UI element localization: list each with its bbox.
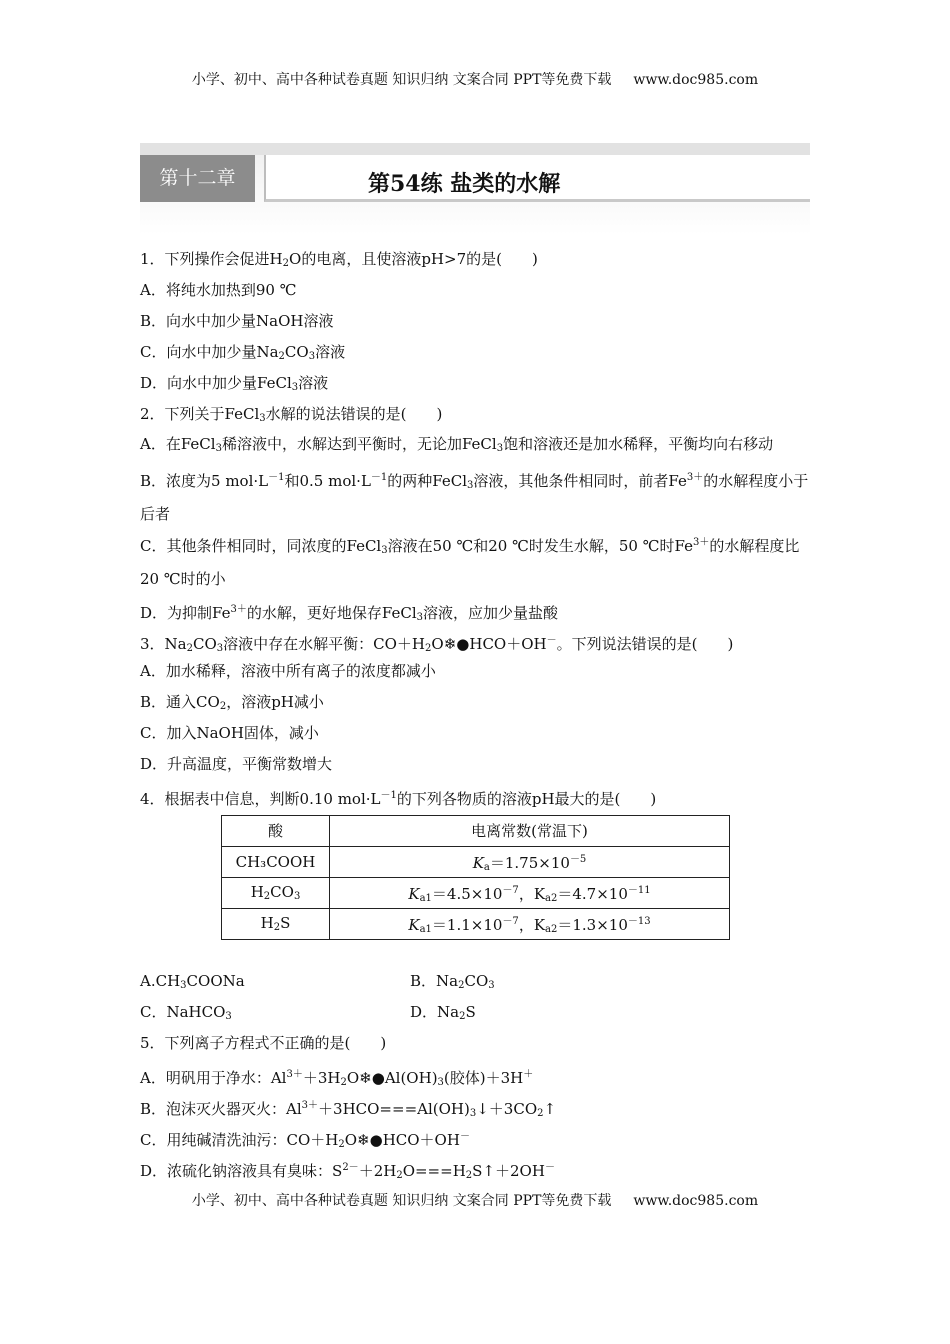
question-4-option-a: $A.CH_3COONa$ [140,971,245,991]
question-3-option-c: C．加入NaOH固体，减小 [140,723,319,742]
table-row [222,877,730,908]
exercise-title: 第54练 盐类的水解 [368,171,561,197]
acid-name: $H_2CO_3$ [222,877,330,908]
header-url[interactable]: www.doc985.com [633,72,759,88]
acid-name: CH₃COOH [222,846,330,877]
question-5-option-c: C．用纯碱清洗油污：$CO+H_2O❄●HCO+OH^-$ [140,1130,470,1150]
equilibrium-arrow-icon: ❄● [357,1130,383,1149]
question-1-option-c: C．向水中加少量$Na_2CO_3$溶液 [140,343,346,362]
ionization-constant: $K_{a1}=4.5\times 10^{-7}$，$K_{a2}=4.7\times 10^{-11}$ [330,877,730,908]
question-1-stem: 1．下列操作会促进$H_2O$的电离，且使溶液pH>7的是( ) [140,250,538,269]
table-header-row [222,815,730,846]
question-2-option-d: D．为抑制$Fe^{3+}$的水解，更好地保存FeCl$_3$溶液，应加少量盐酸 [140,603,559,623]
acid-name: $H_2S$ [222,908,330,939]
table-row [222,908,730,939]
question-list [140,244,810,1183]
question-1-option-b: B．向水中加少量NaOH溶液 [140,312,334,330]
table-header-acid: 酸 [222,815,330,846]
question-3-option-a: A．加水稀释，溶液中所有离子的浓度都减小 [140,661,436,680]
chapter-label: 第十二章 [140,155,255,202]
ionization-constant: $K_{a1}=1.1\times 10^{-7}$，$K_{a2}=1.3\times 10^{-13}$ [330,908,730,939]
page-header [0,69,950,89]
question-3-option-d: D．升高温度，平衡常数增大 [140,754,333,773]
question-3-stem: 3．$Na_2CO_3$溶液中存在水解平衡：$CO+H_2O❄●HCO+OH^-$。下列说法错误的是( ) [140,634,734,654]
question-1-option-d: D．向水中加少量FeCl$_3$溶液 [140,374,329,393]
page-footer [0,1190,950,1210]
question-1-option-a: A．将纯水加热到90 ℃ [140,281,297,299]
question-3-option-b: B．通入$CO_2$，溶液pH减小 [140,692,324,712]
chapter-banner [140,143,810,235]
equilibrium-arrow-icon: ❄● [443,634,470,653]
question-2-stem: 2．下列关于FeCl$_3$水解的说法错误的是( ) [140,405,443,424]
table-header-constant: 电离常数(常温下) [330,815,730,846]
question-4-option-c: C．NaHCO$_3$ [140,1002,232,1022]
question-5-option-b: B．泡沫灭火器灭火：$Al^{3+}+3HCO===Al(OH)_3↓+3CO_2↑$ [140,1099,557,1119]
table-row [222,846,730,877]
footer-url[interactable]: www.doc985.com [633,1193,759,1209]
equilibrium-arrow-icon: ❄● [359,1068,385,1087]
question-4-option-d: D．$Na_2S$ [410,1002,476,1022]
question-2-option-b: B．浓度为5 $mol\cdot L^{-1}$和0.5 $mol\cdot L^{-1}$的两种FeCl$_3$溶液，其他条件相同时，前者$Fe^{3+}$的水解程度小于后者 [140,471,809,523]
question-4-stem: 4．根据表中信息，判断0.10 $mol\cdot L^{-1}$的下列各物质的溶液pH最大的是( ) [140,789,657,808]
footer-text: 小学、初中、高中各种试卷真题 知识归纳 文案合同 PPT等免费下载 [191,1193,612,1209]
question-4-option-b: B．$Na_2CO_3$ [410,971,495,991]
ionization-constant-table [221,815,730,940]
question-4-options-row-2 [140,997,810,1028]
question-5-stem: 5．下列离子方程式不正确的是( ) [140,1033,387,1052]
header-text: 小学、初中、高中各种试卷真题 知识归纳 文案合同 PPT等免费下载 [191,72,612,88]
question-2-option-a: A．在FeCl$_3$稀溶液中，水解达到平衡时，无论加FeCl$_3$饱和溶液还是加水稀释，平衡均向右移动 [140,435,774,454]
ionization-constant: $K_a=1.75\times 10^{-5}$ [330,846,730,877]
question-2-option-c: C．其他条件相同时，同浓度的FeCl$_3$溶液在50 ℃和20 ℃时发生水解，50 ℃时$Fe^{3+}$的水解程度比20 ℃时的小 [140,536,800,588]
question-5-option-d: D．浓硫化钠溶液具有臭味：$S^{2-}+2H_2O===H_2S↑+2OH^-$ [140,1161,555,1181]
question-5-option-a: A．明矾用于净水：$Al^{3+}+3H_2O❄●Al(OH)_3$(胶体)＋3H＋ [140,1068,534,1088]
question-4-options-row-1 [140,966,810,997]
